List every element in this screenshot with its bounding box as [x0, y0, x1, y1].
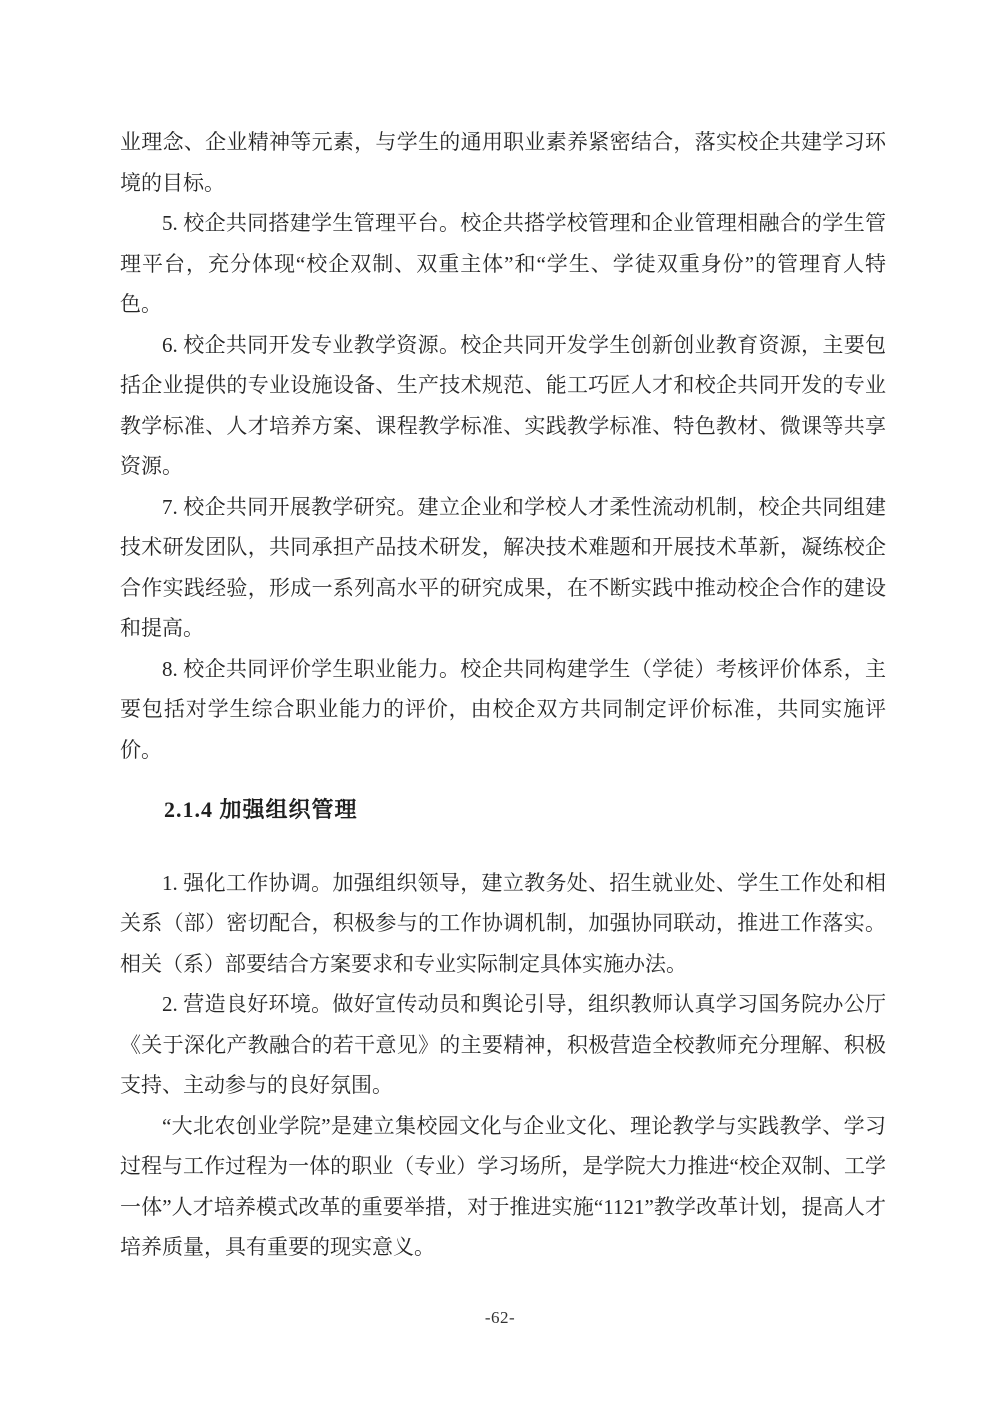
- page-footer: [0, 1308, 1000, 1328]
- paragraph: 8. 校企共同评价学生职业能力。校企共同构建学生（学徒）考核评价体系，主要包括对学生综合职业能力的评价，由校企双方共同制定评价标准，共同实施评价。: [120, 656, 886, 762]
- paragraph: 6. 校企共同开发专业教学资源。校企共同开发学生创新创业教育资源，主要包括企业提供的专业设施设备、生产技术规范、能工巧匠人才和校企共同开发的专业教学标准、人才培养方案、课程教学标准、实践教学标准、特色教材、微课等共享资源。: [120, 332, 886, 478]
- page-number: -62-: [484, 1308, 516, 1327]
- paragraph: 5. 校企共同搭建学生管理平台。校企共搭学校管理和企业管理相融合的学生管理平台，充分体现“校企双制、双重主体”和“学生、学徒双重身份”的管理育人特色。: [120, 211, 886, 316]
- paragraph: 2. 营造良好环境。做好宣传动员和舆论引导，组织教师认真学习国务院办公厅《关于深化产教融合的若干意见》的主要精神，积极营造全校教师充分理解、积极支持、主动参与的良好氛围。: [120, 992, 886, 1097]
- section-heading: 2.1.4 加强组织管理: [164, 797, 358, 822]
- paragraph: 1. 强化工作协调。加强组织领导，建立教务处、招生就业处、学生工作处和相关系（部）密切配合，积极参与的工作协调机制，加强协同联动，推进工作落实。相关（系）部要结合方案要求和专业实际制定具体实施办法。: [120, 870, 886, 976]
- document-content: [120, 122, 886, 1268]
- paragraph: “大北农创业学院”是建立集校园文化与企业文化、理论教学与实践教学、学习过程与工作过程为一体的职业（专业）学习场所，是学院大力推进“校企双制、工学一体”人才培养模式改革的重要举措，对于推进实施“1121”教学改革计划，提高人才培养质量，具有重要的现实意义。: [120, 1113, 886, 1259]
- paragraph: 业理念、企业精神等元素，与学生的通用职业素养紧密结合，落实校企共建学习环境的目标。: [120, 130, 886, 195]
- paragraph: 7. 校企共同开展教学研究。建立企业和学校人才柔性流动机制，校企共同组建技术研发团队，共同承担产品技术研发，解决技术难题和开展技术革新，凝练校企合作实践经验，形成一系列高水平的研究成果，在不断实践中推动校企合作的建设和提高。: [120, 494, 886, 640]
